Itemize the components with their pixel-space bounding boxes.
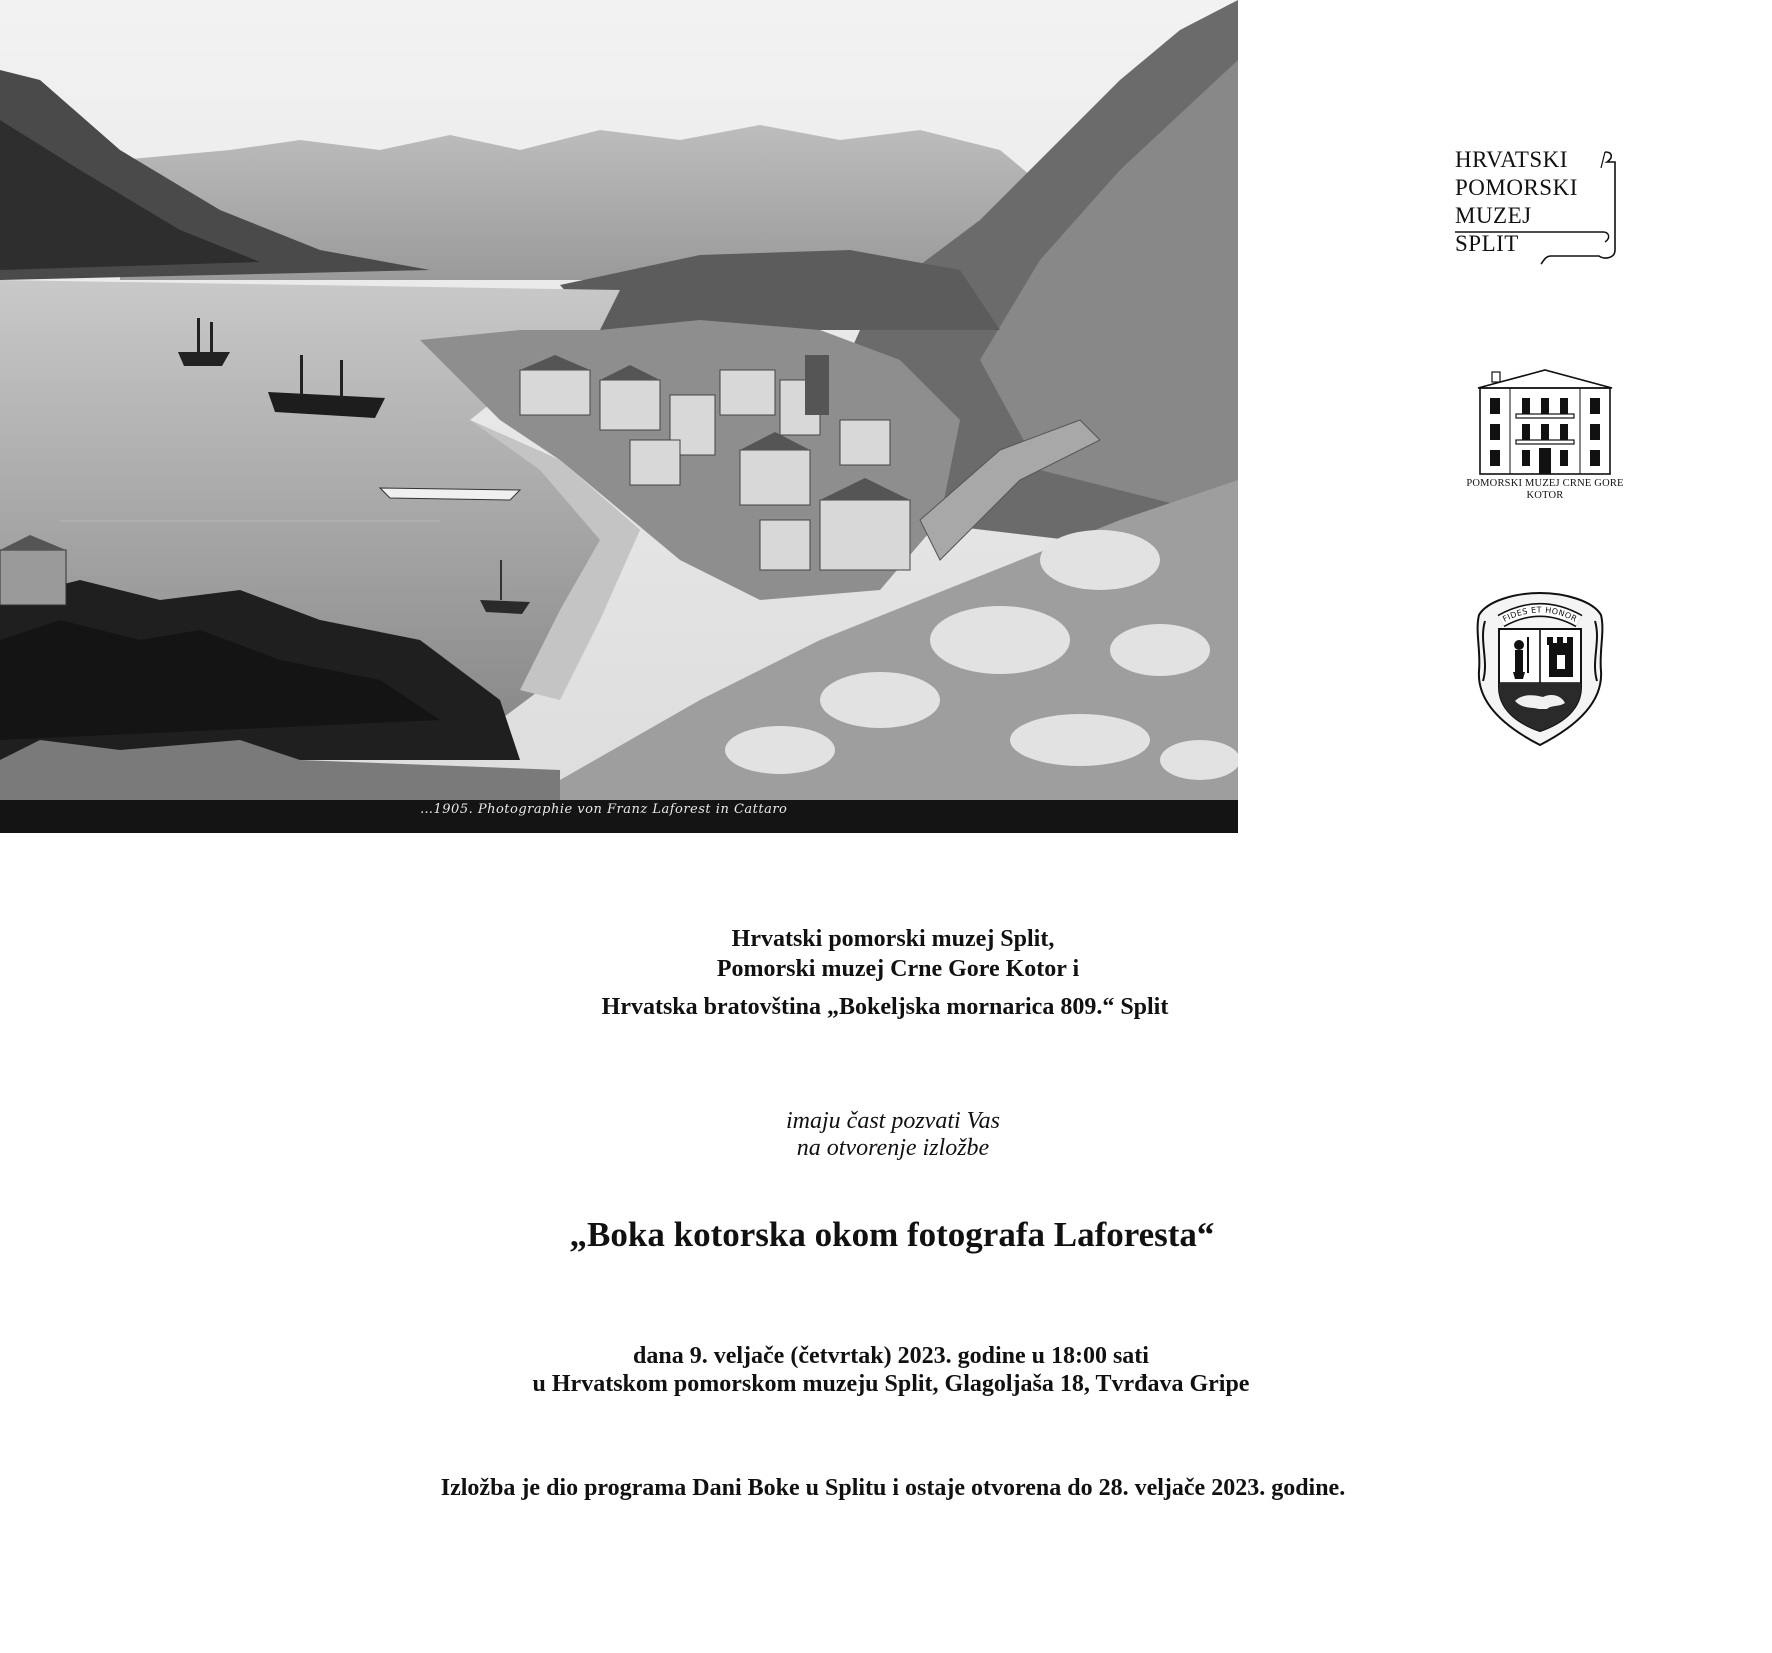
hpms-line-2: POMORSKI (1455, 175, 1578, 200)
crest-shield-icon (1475, 591, 1605, 747)
invitation-phrase (0, 1108, 1772, 1162)
kotor-museum-name-line-1: POMORSKI MUZEJ CRNE GORE (1466, 478, 1624, 489)
organizer-3: Hrvatska bratovština „Bokeljska mornarica 809.“ Split (601, 994, 1169, 1020)
historic-photograph (0, 0, 1238, 833)
hpms-line-1: HRVATSKI (1455, 147, 1568, 172)
logo-hrvatski-pomorski-muzej-split (1455, 146, 1635, 268)
event-date-time: dana 9. veljače (četvrtak) 2023. godine u 18:00 sati (633, 1343, 1149, 1369)
organizer-2: Pomorski muzej Crne Gore Kotor i (716, 956, 1080, 982)
hpms-line-3: MUZEJ (1455, 203, 1532, 228)
organizers (0, 924, 1772, 1020)
exhibition-title-text: „Boka kotorska okom fotografa Laforesta“ (569, 1215, 1215, 1254)
organizer-1: Hrvatski pomorski muzej Split, (731, 926, 1055, 952)
exhibition-title (0, 1214, 1772, 1256)
event-details (0, 1342, 1772, 1398)
logo-pomorski-muzej-crne-gore (1455, 366, 1635, 516)
invite-line-1: imaju čast pozvati Vas (786, 1108, 1000, 1134)
hpms-line-4: SPLIT (1455, 231, 1519, 256)
kotor-bay-photo (0, 0, 1238, 833)
museum-building-icon (1470, 366, 1620, 478)
photo-caption: …1905. Photographie von Franz Laforest in Cattaro (420, 802, 788, 817)
invite-line-2: na otvorenje izložbe (796, 1135, 990, 1161)
logo-bokeljska-mornarica-crest (1475, 591, 1605, 747)
kotor-museum-name-line-2: KOTOR (1526, 490, 1564, 501)
crest-motto: FIDES ET HONOR (1501, 605, 1579, 624)
exhibition-note (0, 1474, 1772, 1502)
exhibition-note-text: Izložba je dio programa Dani Boke u Splitu i ostaje otvorena do 28. veljače 2023. godine. (440, 1475, 1346, 1501)
event-location: u Hrvatskom pomorskom muzeju Split, Glagoljaša 18, Tvrđava Gripe (532, 1371, 1250, 1397)
